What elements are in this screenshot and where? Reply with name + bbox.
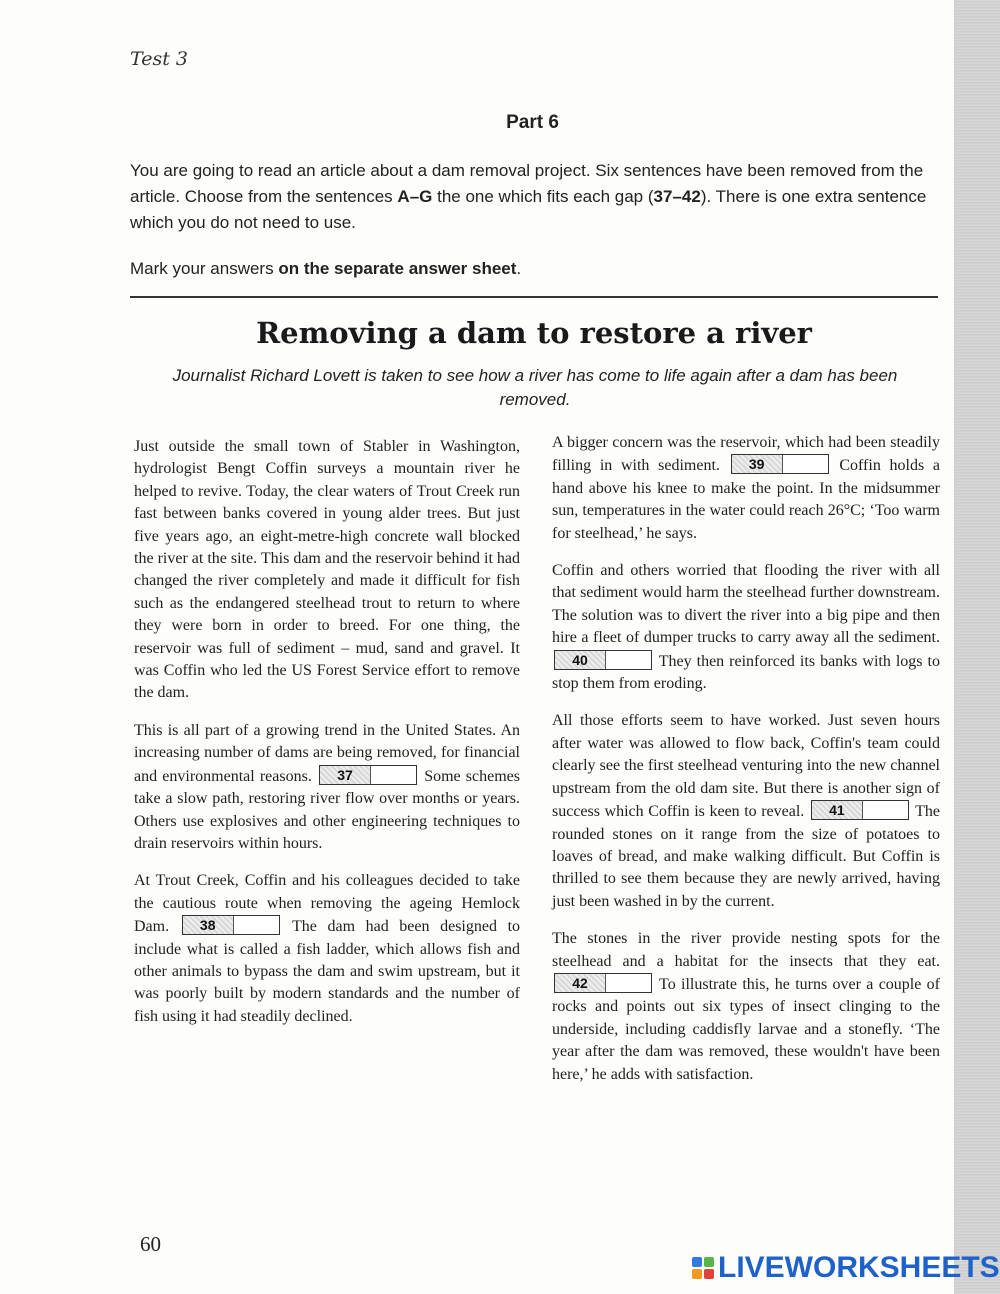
gap-number: 41 <box>812 801 863 819</box>
instructions-task: You are going to read an article about a dam removal project. Six sentences have been removed from the article. Choose from the sentences A–G the one which fits each gap (37–42). There is one extra sentence which you do not need to use. <box>130 161 927 232</box>
article-title: Removing a dam to restore a river <box>256 316 812 350</box>
gap-40-answer-box[interactable] <box>554 650 652 670</box>
liveworksheets-logo-icon <box>692 1257 714 1279</box>
gap-39-answer-box[interactable] <box>731 454 829 474</box>
article-paragraph: All those efforts seem to have worked. Just seven hours after water was allowed to flow back, Coffin's team could clearly see the first steelhead venturing into the new channel upstream from the old dam site. But there is another sign of success which Coffin is keen to reveal. 41 The rounded stones on it range from the size of potatoes to loaves of bread, and make walking difficult. But Coffin is thrilled to see them because they are newly arrived, having just been washed in by the current. <box>552 712 940 910</box>
article-subtitle: Journalist Richard Lovett is taken to see how a river has come to life again after a dam has been removed. <box>172 366 898 409</box>
instructions <box>130 158 940 302</box>
gap-number: 38 <box>183 916 234 934</box>
logo-square-orange <box>692 1269 702 1279</box>
instructions-answer-sheet: Mark your answers on the separate answer sheet. <box>130 259 522 278</box>
article-column-right <box>552 432 940 1101</box>
article-column-left <box>134 436 520 1043</box>
page-number: 60 <box>140 1232 161 1256</box>
part-title: Part 6 <box>506 112 559 133</box>
article-paragraph: Coffin and others worried that flooding the river with all that sediment would harm the steelhead further downstream. The solution was to divert the river into a big pipe and then hire a fleet of dumper trucks to carry away all the sediment. 40 They then reinforced its banks with logs to stop them from eroding. <box>552 562 940 693</box>
gap-37-answer-box[interactable] <box>319 765 417 785</box>
divider <box>130 296 938 298</box>
gap-number: 37 <box>320 766 371 784</box>
book-spine-shadow <box>954 0 1000 1294</box>
article-paragraph: Just outside the small town of Stabler in Washington, hydrologist Bengt Coffin surveys a mountain river he helped to revive. Today, the clear waters of Trout Creek run fast between banks covered in young alder trees. But just five years ago, an eight-metre-high concrete wall blocked the river at the site. This dam and the reservoir behind it had changed the river completely and made it difficult for fish such as the endangered steelhead trout to return to where they were born in order to breed. For one thing, the reservoir was full of sediment – mud, sand and gravel. It was Coffin who led the US Forest Service effort to remove the dam. <box>134 438 520 702</box>
test-label: Test 3 <box>130 48 188 70</box>
gap-42-answer-box[interactable] <box>554 973 652 993</box>
brand-name: LIVEWORKSHEETS <box>718 1251 1000 1284</box>
gap-number: 40 <box>555 651 606 669</box>
logo-square-blue <box>692 1257 702 1267</box>
article-paragraph: The stones in the river provide nesting spots for the steelhead and a habitat for the insects that they eat. 42 To illustrate this, he turns over a couple of rocks and points out six types of insect clinging to the underside, including caddisfly larvae and a stonefly. ‘The year after the dam was removed, these wouldn't have been here,’ he adds with satisfaction. <box>552 930 940 1083</box>
liveworksheets-brand[interactable] <box>692 1252 1000 1284</box>
article-paragraph: This is all part of a growing trend in the United States. An increasing number of dams are being removed, for financial and environmental reasons. 37 Some schemes take a slow path, restoring river flow over months or years. Others use explosives and other engineering techniques to drain reservoirs within hours. <box>134 721 521 852</box>
article-paragraph: At Trout Creek, Coffin and his colleagues decided to take the cautious route when removing the ageing Hemlock Dam. 38 The dam had been designed to include what is called a fish ladder, which allows fish and other animals to bypass the dam and swim upstream, but it was poorly built by modern standards and the number of fish using it had steadily declined. <box>134 872 521 1025</box>
gap-41-answer-box[interactable] <box>811 800 909 820</box>
gap-number: 39 <box>732 455 783 473</box>
gap-number: 42 <box>555 974 606 992</box>
logo-square-red <box>704 1269 714 1279</box>
article-paragraph: A bigger concern was the reservoir, which had been steadily filling in with sediment. 39 Coffin holds a hand above his knee to make the point. In the midsummer sun, temperatures in the water could reach 26°C; ‘Too warm for steelhead,’ he says. <box>552 434 941 542</box>
logo-square-green <box>704 1257 714 1267</box>
gap-38-answer-box[interactable] <box>182 915 280 935</box>
